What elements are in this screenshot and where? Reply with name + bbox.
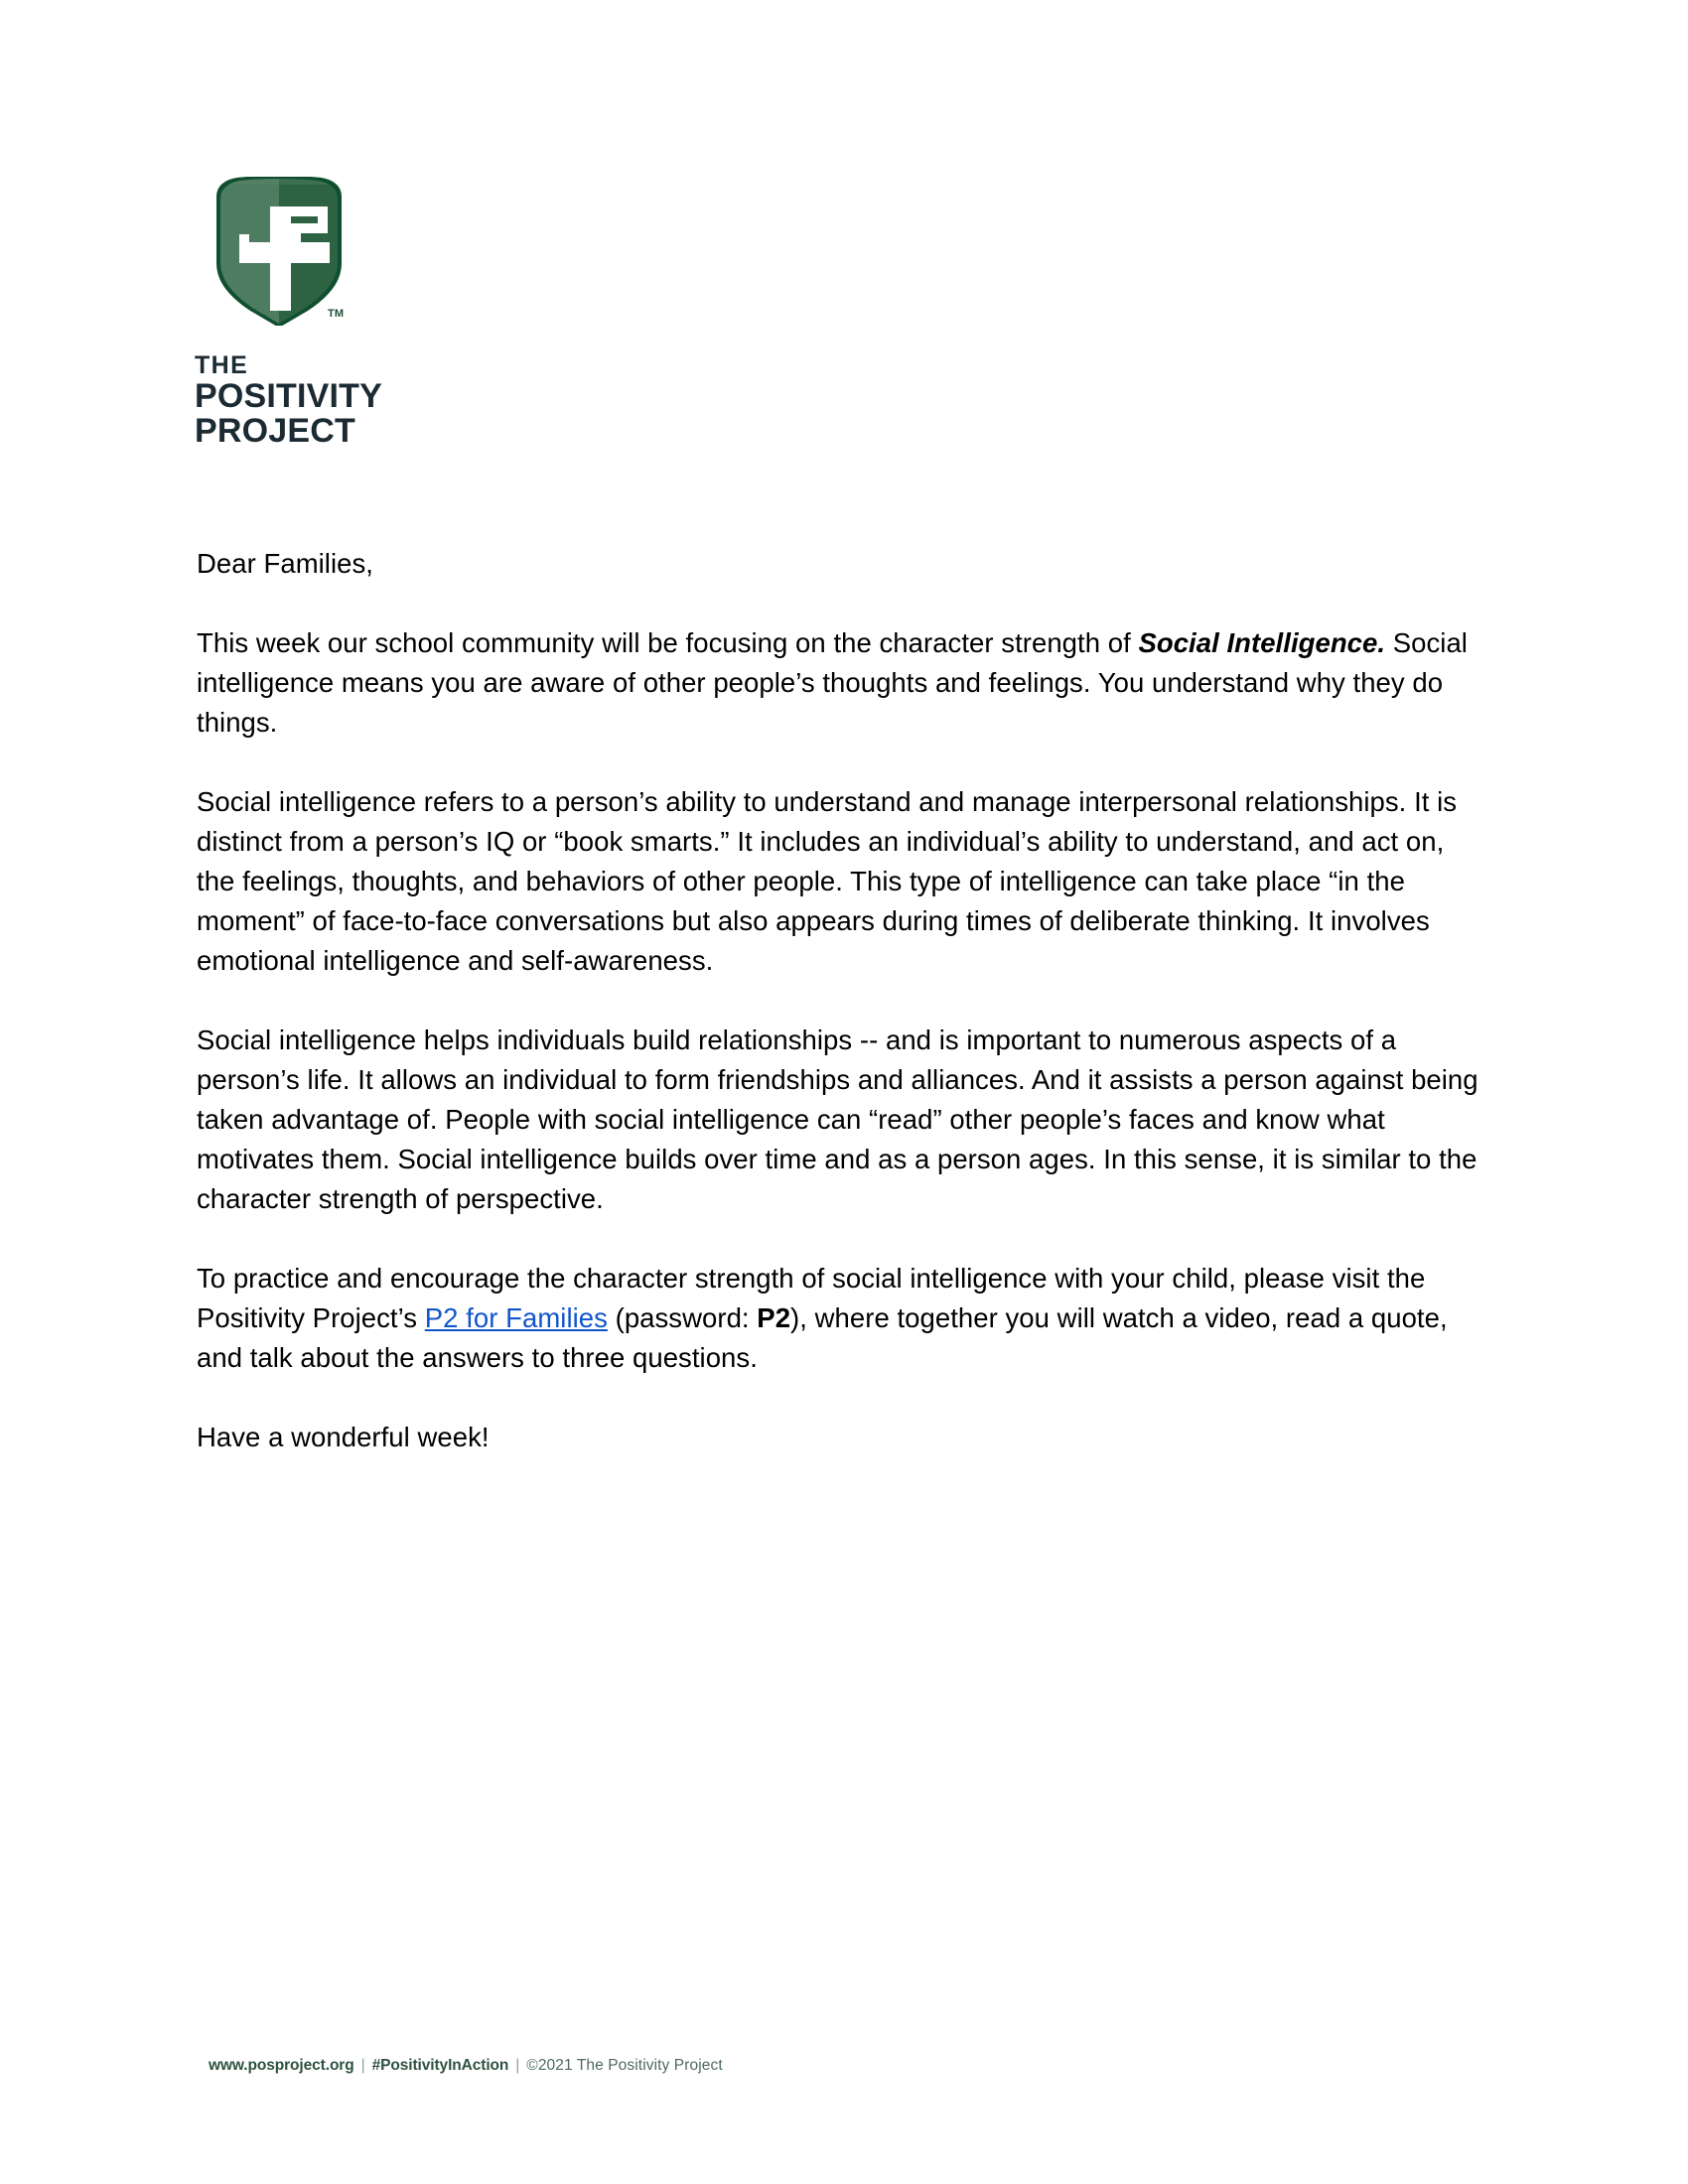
page-footer <box>209 2057 723 2075</box>
paragraph-1-text-after: Social intelligence means you are aware of other people’s thoughts and feelings. You understand why they do things. <box>197 627 1468 738</box>
p2-for-families-link[interactable]: P2 for Families <box>424 1302 608 1333</box>
letter-salutation: Dear Families, <box>197 548 373 579</box>
wordmark-line-the: THE <box>195 351 249 379</box>
brand-logo <box>195 177 413 449</box>
letter-paragraph-2: Social intelligence refers to a person’s ability to understand and manage interpersonal relationships. It is distinct from a person’s IQ or “book smarts.” It includes an individual’s ability to understand, and act on, the feelings, thoughts, and behaviors of other people. This type of intelligence can take place “in the moment” of face-to-face conversations but also appears during times of deliberate thinking. It involves emotional intelligence and self-awareness. <box>197 786 1458 976</box>
shield-plus-icon <box>214 177 344 336</box>
paragraph-4-text-before: To practice and encourage the character strength of social intelligence with your child, please visit the Positivity Project’s <box>197 1263 1426 1333</box>
footer-separator-2: | <box>515 2057 520 2074</box>
letter-closing: Have a wonderful week! <box>197 1422 490 1452</box>
letter-body <box>197 544 1483 1457</box>
trademark-mark: TM <box>328 308 345 320</box>
strength-name-emphasis: Social Intelligence. <box>1138 627 1386 658</box>
paragraph-1-text-before: This week our school community will be focusing on the character strength of <box>197 627 1139 658</box>
password-value: P2 <box>757 1302 791 1333</box>
paragraph-4-text-after: ), where together you will watch a video, read a quote, and talk about the answers to three questions. <box>197 1302 1448 1373</box>
paragraph-4-password-lead: (password: <box>607 1302 758 1333</box>
footer-hashtag: #PositivityInAction <box>371 2057 509 2074</box>
letter-paragraph-1 <box>197 623 1483 743</box>
footer-website-url[interactable]: www.posproject.org <box>209 2057 354 2074</box>
brand-wordmark <box>195 353 413 449</box>
footer-separator-1: | <box>360 2057 365 2074</box>
letter-paragraph-4 <box>197 1259 1483 1378</box>
wordmark-line-positivity: POSITIVITY <box>195 376 383 415</box>
wordmark-line-project: PROJECT <box>195 411 355 450</box>
letter-paragraph-3: Social intelligence helps individuals build relationships -- and is important to numerous aspects of a person’s life. It allows an individual to form friendships and alliances. And it assists a person against being taken advantage of. People with social intelligence can “read” other people’s faces and know what motivates them. Social intelligence builds over time and as a person ages. In this sense, it is similar to the character strength of perspective. <box>197 1024 1478 1214</box>
footer-copyright: ©2021 The Positivity Project <box>526 2057 723 2074</box>
